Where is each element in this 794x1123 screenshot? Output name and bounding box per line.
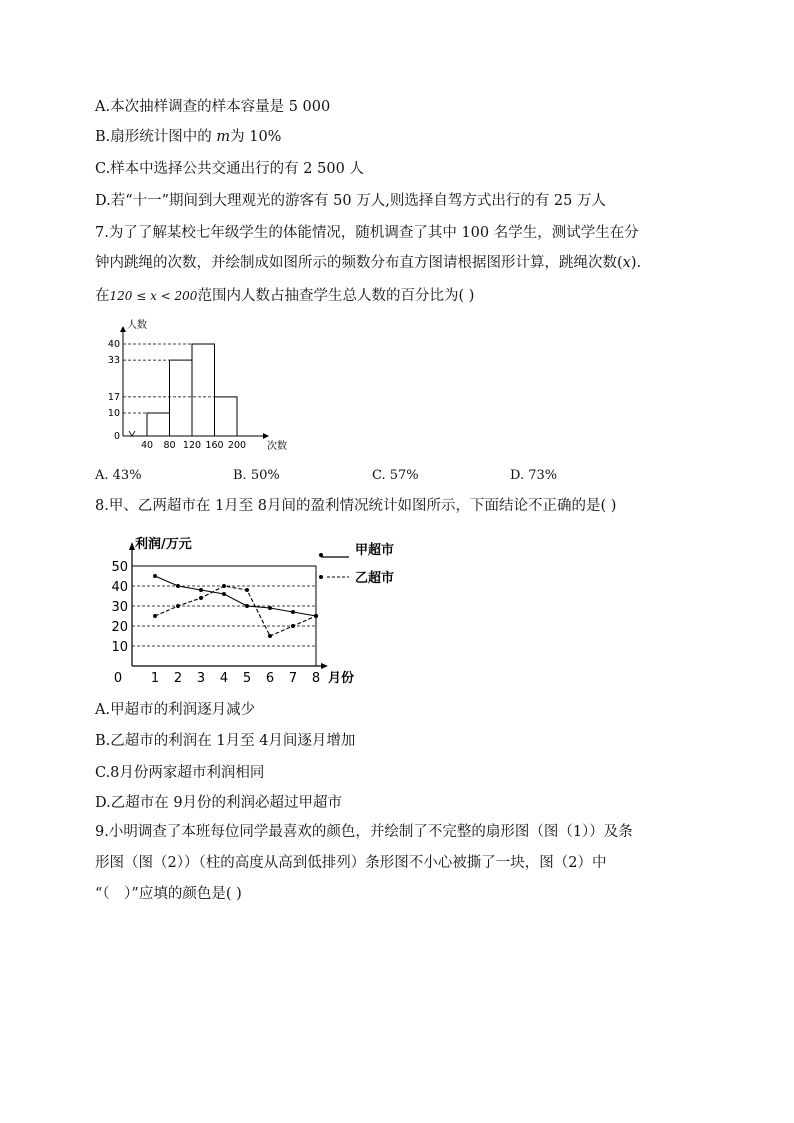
- data-point: [153, 614, 157, 618]
- q6-option-a: A.本次抽样调查的样本容量是 5 000: [95, 99, 331, 115]
- legend-label-yi: 乙超市: [355, 571, 395, 586]
- q7-option-a: A. 43%: [95, 468, 142, 483]
- legend-marker-yi: [319, 575, 323, 579]
- y-axis-label: 利润/万元: [135, 537, 192, 552]
- data-point: [176, 584, 180, 588]
- x-tick-label: 160: [205, 440, 224, 451]
- x-axis-arrow: [321, 663, 328, 669]
- x-tick-label: 80: [163, 440, 176, 451]
- data-point: [199, 588, 203, 592]
- x-tick-label: 2: [173, 671, 183, 686]
- x-tick-label: 4: [219, 671, 229, 686]
- y-tick-label: 40: [107, 339, 120, 350]
- x-tick-label: 120: [182, 440, 202, 451]
- q7-option-c: C. 57%: [372, 468, 419, 483]
- q6-option-b-post: 为 10%: [230, 129, 282, 145]
- data-point: [222, 592, 226, 596]
- q6-option-b-pre: B.扇形统计图中的: [95, 129, 217, 145]
- series-line-jia: [155, 576, 316, 616]
- histogram-bar: [192, 344, 215, 436]
- axis-break-mark: [129, 431, 135, 436]
- data-point: [268, 634, 272, 638]
- q9-line1: 9.小明调查了本班每位同学最喜欢的颜色，并绘制了不完整的扇形图（图（1））及条: [95, 824, 633, 840]
- x-tick-label: 40: [140, 440, 154, 451]
- x-tick-label: 5: [242, 671, 252, 686]
- q9-line2: 形图（图（2））（柱的高度从高到低排列）条形图不小心被撕了一块，图（2）中: [95, 855, 607, 871]
- q6-option-c: C.样本中选择公共交通出行的有 2 500 人: [95, 161, 364, 177]
- histogram-bar: [147, 413, 170, 436]
- q7-line3-post: 范围内人数占抽查学生总人数的百分比为( ): [197, 288, 475, 304]
- data-point: [222, 584, 226, 588]
- x-tick-label: 1: [150, 671, 160, 686]
- y-tick-label: 10: [111, 640, 128, 655]
- q7-line2-pre: 钟内跳绳的次数，并绘制成如图所示的频数分布直方图请根据图形计算，跳绳次数(: [95, 255, 623, 271]
- histogram-bar: [215, 397, 238, 436]
- q7-line3-pre: 在: [95, 288, 110, 304]
- data-point: [291, 624, 295, 628]
- data-point: [268, 606, 272, 610]
- x-tick-label: 200: [227, 440, 247, 451]
- histogram-chart: [105, 316, 310, 456]
- q7-option-b: B. 50%: [233, 468, 280, 483]
- histogram-bar: [170, 360, 193, 436]
- q8-option-d: D.乙超市在 9月份的利润必超过甲超市: [95, 795, 343, 811]
- x-axis-arrow: [263, 433, 269, 439]
- y-tick-label: 30: [111, 600, 128, 615]
- y-tick-label: 50: [111, 560, 128, 575]
- data-point: [199, 596, 203, 600]
- x-tick-label: 8: [311, 671, 321, 686]
- histogram-marks: [108, 318, 287, 452]
- q8-option-a: A.甲超市的利润逐月减少: [95, 702, 256, 718]
- q7-line1: 7.为了了解某校七年级学生的体能情况，随机调查了其中 100 名学生，测试学生在分: [95, 225, 639, 241]
- q6-option-d: D.若“十一”期间到大理观光的游客有 50 万人,则选择自驾方式出行的有 25 万人: [95, 193, 606, 209]
- q7-line2: [95, 253, 641, 273]
- line-chart: [105, 526, 425, 692]
- q8-option-c: C.8月份两家超市利润相同: [95, 765, 265, 781]
- y-tick-label: 17: [107, 391, 120, 403]
- x-tick-label: 3: [196, 671, 206, 686]
- line-chart-marks: [111, 536, 394, 686]
- q8-line1: 8.甲、乙两超市在 1月至 8月间的盈利情况统计如图所示，下面结论不正确的是( ): [95, 498, 617, 514]
- data-point: [245, 604, 249, 608]
- q6-option-b-var: m: [216, 129, 231, 145]
- x-axis-label: 月份: [328, 671, 355, 686]
- data-point: [245, 588, 249, 592]
- x-tick-label: 6: [265, 671, 275, 686]
- q7-line3-math: 120 ≤ x < 200: [109, 289, 198, 303]
- y-tick-label: 10: [107, 408, 120, 419]
- y-axis-arrow: [120, 326, 126, 332]
- y-tick-label: 33: [107, 355, 120, 367]
- data-point: [153, 574, 157, 578]
- y-tick-label: 0: [113, 431, 120, 442]
- q7-option-d: D. 73%: [510, 468, 558, 483]
- legend-label-jia: 甲超市: [355, 543, 395, 558]
- q7-line2-post: ).: [630, 255, 642, 271]
- data-point: [291, 610, 295, 614]
- x-tick-label: 7: [288, 671, 298, 686]
- x-tick-label: 0: [113, 671, 123, 686]
- x-axis-label: 次数: [267, 441, 287, 452]
- y-tick-label: 40: [111, 580, 128, 595]
- q7-line3: [95, 286, 474, 306]
- y-tick-label: 20: [111, 620, 128, 635]
- q9-line3: “（ ）”应填的颜色是( ): [95, 886, 242, 902]
- q6-option-b: [95, 127, 281, 147]
- data-point: [176, 604, 180, 608]
- data-point: [314, 614, 318, 618]
- y-axis-label: 人数: [127, 320, 147, 331]
- q8-option-b: B.乙超市的利润在 1月至 4月间逐月增加: [95, 733, 356, 749]
- q7-line2-var: x: [622, 255, 631, 271]
